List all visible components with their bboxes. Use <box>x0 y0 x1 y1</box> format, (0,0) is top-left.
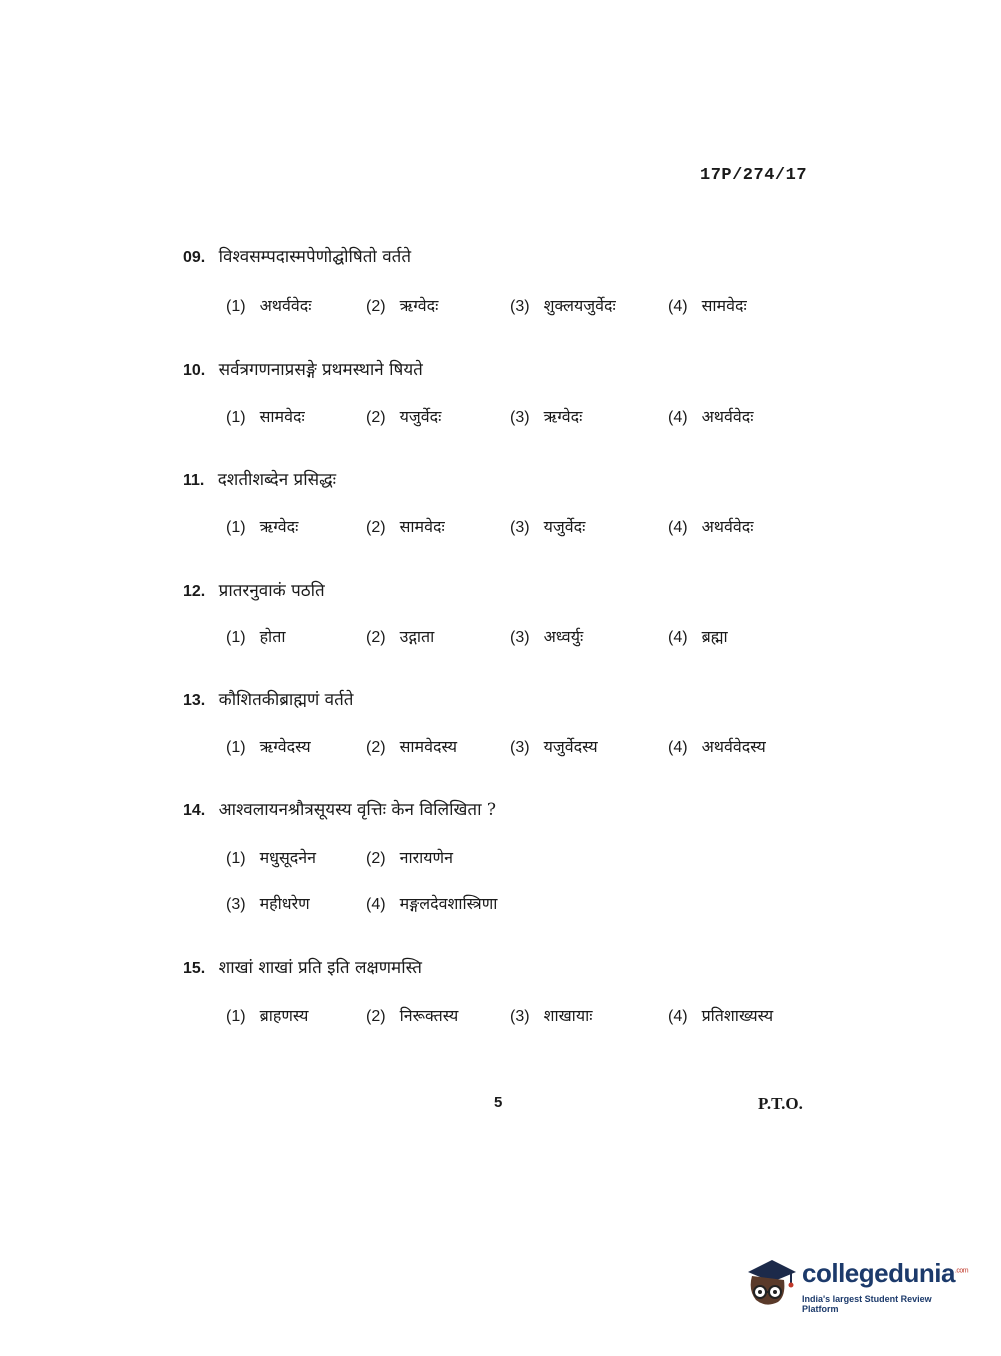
collegedunia-logo <box>738 1250 968 1320</box>
mascot-icon <box>738 1250 800 1312</box>
question-number: 11. <box>183 472 205 489</box>
question-text: दशतीशब्देन प्रसिद्धः <box>217 470 337 490</box>
option-1: (1) ऋग्वेदस्य <box>226 737 311 756</box>
option-4: (4) अथर्ववेदः <box>668 407 754 426</box>
option-1: (1) ऋग्वेदः <box>226 517 299 536</box>
option-3: (3) अध्वर्युः <box>510 627 584 646</box>
option-1: (1) मधुसूदनेन <box>226 848 317 867</box>
question-stem <box>183 687 353 710</box>
page-number: 5 <box>494 1094 503 1111</box>
question-number: 13. <box>183 692 206 709</box>
question-number: 12. <box>183 583 206 600</box>
option-4: (4) प्रतिशाख्यस्य <box>668 1006 774 1025</box>
option-4: (4) अथर्ववेदः <box>668 517 754 536</box>
option-1: (1) ब्राहणस्य <box>226 1006 309 1025</box>
option-3: (3) ऋग्वेदः <box>510 407 583 426</box>
option-4: (4) सामवेदः <box>668 296 747 315</box>
question-stem <box>183 244 411 267</box>
question-text: आश्वलायनश्रौत्रसूयस्य वृत्तिः केन विलिखिता ? <box>218 800 497 820</box>
option-2: (2) ऋग्वेदः <box>366 296 439 315</box>
option-4: (4) अथर्ववेदस्य <box>668 737 766 756</box>
brand-tagline: India's largest Student Review Platform <box>802 1294 932 1314</box>
option-3: (3) यजुर्वेदः <box>510 517 586 536</box>
option-2: (2) निरूक्तस्य <box>366 1006 459 1025</box>
question-text: शाखां शाखां प्रति इति लक्षणमस्ति <box>218 958 422 978</box>
question-stem <box>183 357 423 380</box>
option-2: (2) उद्गाता <box>366 627 435 646</box>
paper-code: 17P/274/17 <box>700 166 808 185</box>
question-number: 10. <box>183 362 206 379</box>
question-text: कौशितकीब्राह्मणं वर्तते <box>218 690 354 710</box>
question-number: 14. <box>183 802 206 819</box>
option-2: (2) सामवेदः <box>366 517 445 536</box>
option-3: (3) यजुर्वेदस्य <box>510 737 598 756</box>
option-1: (1) अथर्ववेदः <box>226 296 312 315</box>
question-stem <box>183 578 325 601</box>
question-stem <box>183 955 422 978</box>
option-3: (3) महीधरेण <box>226 894 310 913</box>
option-1: (1) होता <box>226 627 286 646</box>
question-stem <box>183 467 336 490</box>
question-text: प्रातरनुवाकं पठति <box>218 581 325 601</box>
option-3: (3) शुक्लयजुर्वेदः <box>510 296 616 315</box>
option-2: (2) सामवेदस्य <box>366 737 457 756</box>
option-2: (2) यजुर्वेदः <box>366 407 442 426</box>
question-text: सर्वत्रगणनाप्रसङ्गे प्रथमस्थाने षियते <box>218 360 423 380</box>
pto-label: P.T.O. <box>758 1094 803 1113</box>
question-number: 09. <box>183 249 206 266</box>
option-4: (4) ब्रह्मा <box>668 627 728 646</box>
option-4: (4) मङ्गलदेवशास्त्रिणा <box>366 894 498 913</box>
brand-name: collegedunia$^{.com}$ <box>802 1258 969 1288</box>
option-2: (2) नारायणेन <box>366 848 454 867</box>
option-1: (1) सामवेदः <box>226 407 305 426</box>
question-text: विश्वसम्पदास्मपेणोद्घोषितो वर्तते <box>218 247 412 267</box>
option-3: (3) शाखायाः <box>510 1006 593 1025</box>
question-stem <box>183 797 496 820</box>
question-number: 15. <box>183 960 206 977</box>
